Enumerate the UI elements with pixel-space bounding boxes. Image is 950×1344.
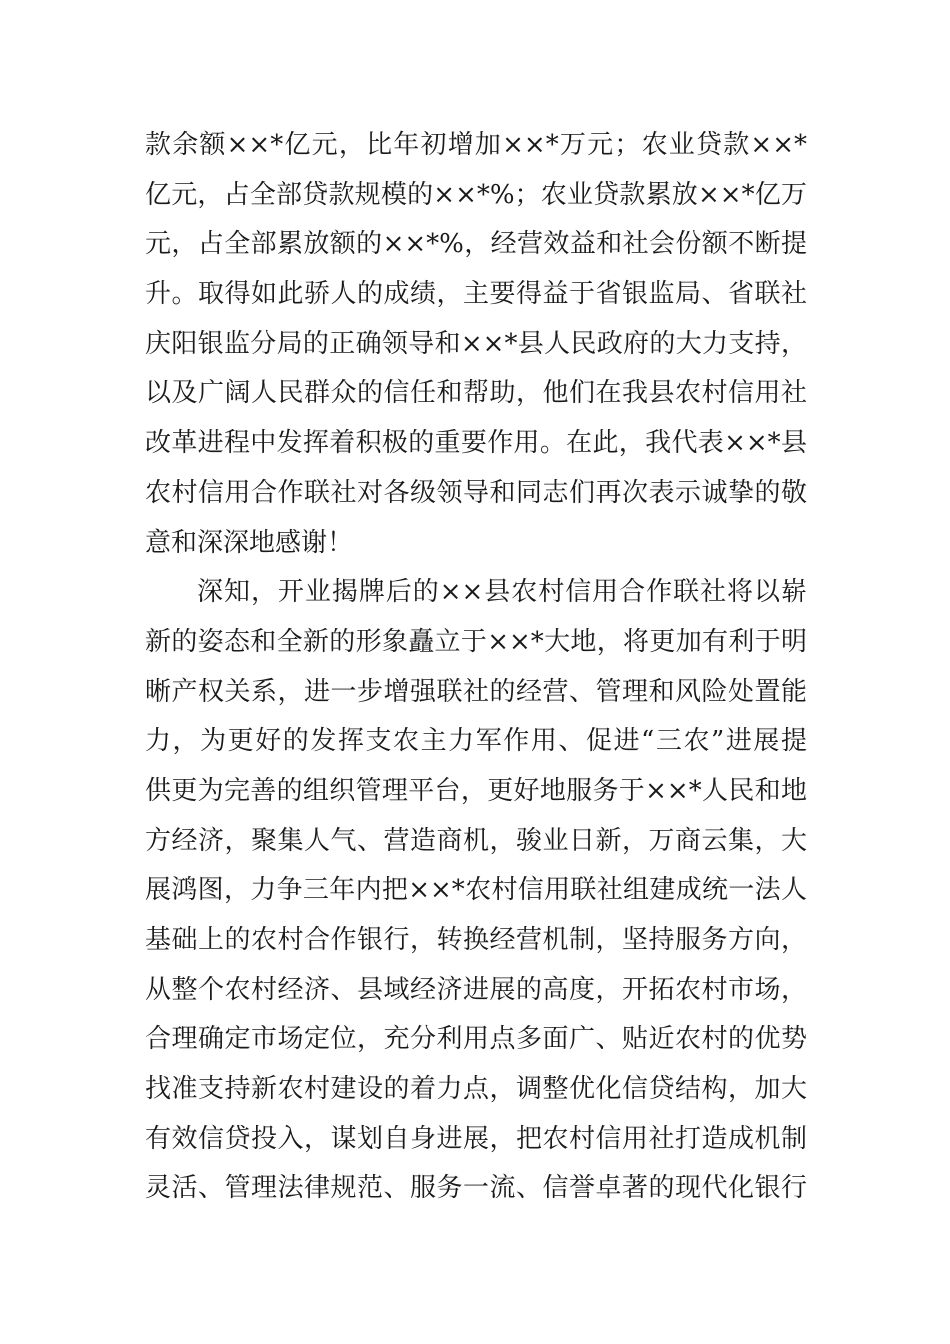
text-line: 升。取得如此骄人的成绩，主要得益于省银监局、省联社	[145, 279, 807, 310]
paragraph-1	[145, 121, 807, 568]
paragraph-2	[145, 568, 807, 1214]
text-line: 力，为更好的发挥支农主力军作用、促进“三农”进展提	[145, 726, 807, 757]
text-line: 庆阳银监分局的正确领导和××*县人民政府的大力支持，	[145, 328, 807, 359]
text-line: 有效信贷投入，谋划自身进展，把农村信用社打造成机制	[145, 1123, 807, 1154]
text-line: 亿元，占全部贷款规模的××*%；农业贷款累放××*亿万	[145, 179, 807, 210]
text-line: 元，占全部累放额的××*%，经营效益和社会份额不断提	[145, 229, 807, 260]
text-line: 晰产权关系，进一步增强联社的经营、管理和风险处置能	[145, 676, 807, 707]
text-line: 供更为完善的组织管理平台，更好地服务于××*人民和地	[145, 775, 807, 806]
text-line: 款余额××*亿元，比年初增加××*万元；农业贷款××*	[145, 130, 807, 160]
text-line: 新的姿态和全新的形象矗立于××*大地，将更加有利于明	[145, 626, 807, 657]
text-line: 展鸿图，力争三年内把××*农村信用联社组建成统一法人	[145, 875, 807, 906]
text-line: 意和深深地感谢！	[145, 527, 354, 558]
text-line: 找准支持新农村建设的着力点，调整优化信贷结构，加大	[145, 1074, 807, 1105]
text-line: 基础上的农村合作银行，转换经营机制，坚持服务方向，	[145, 925, 807, 955]
text-line: 灵活、管理法律规范、服务一流、信誉卓著的现代化银行	[145, 1173, 807, 1204]
text-line: 深知，开业揭牌后的××县农村信用合作联社将以崭	[197, 577, 807, 608]
document-body	[145, 121, 807, 1214]
text-line: 合理确定市场定位，充分利用点多面广、贴近农村的优势	[145, 1024, 807, 1055]
text-line: 改革进程中发挥着积极的重要作用。在此，我代表××*县	[145, 428, 807, 459]
text-line: 以及广阔人民群众的信任和帮助，他们在我县农村信用社	[145, 378, 807, 409]
text-line: 从整个农村经济、县域经济进展的高度，开拓农村市场，	[145, 974, 807, 1005]
text-line: 方经济，聚集人气、营造商机，骏业日新，万商云集，大	[145, 825, 807, 856]
text-line: 农村信用合作联社对各级领导和同志们再次表示诚挚的敬	[145, 477, 807, 508]
